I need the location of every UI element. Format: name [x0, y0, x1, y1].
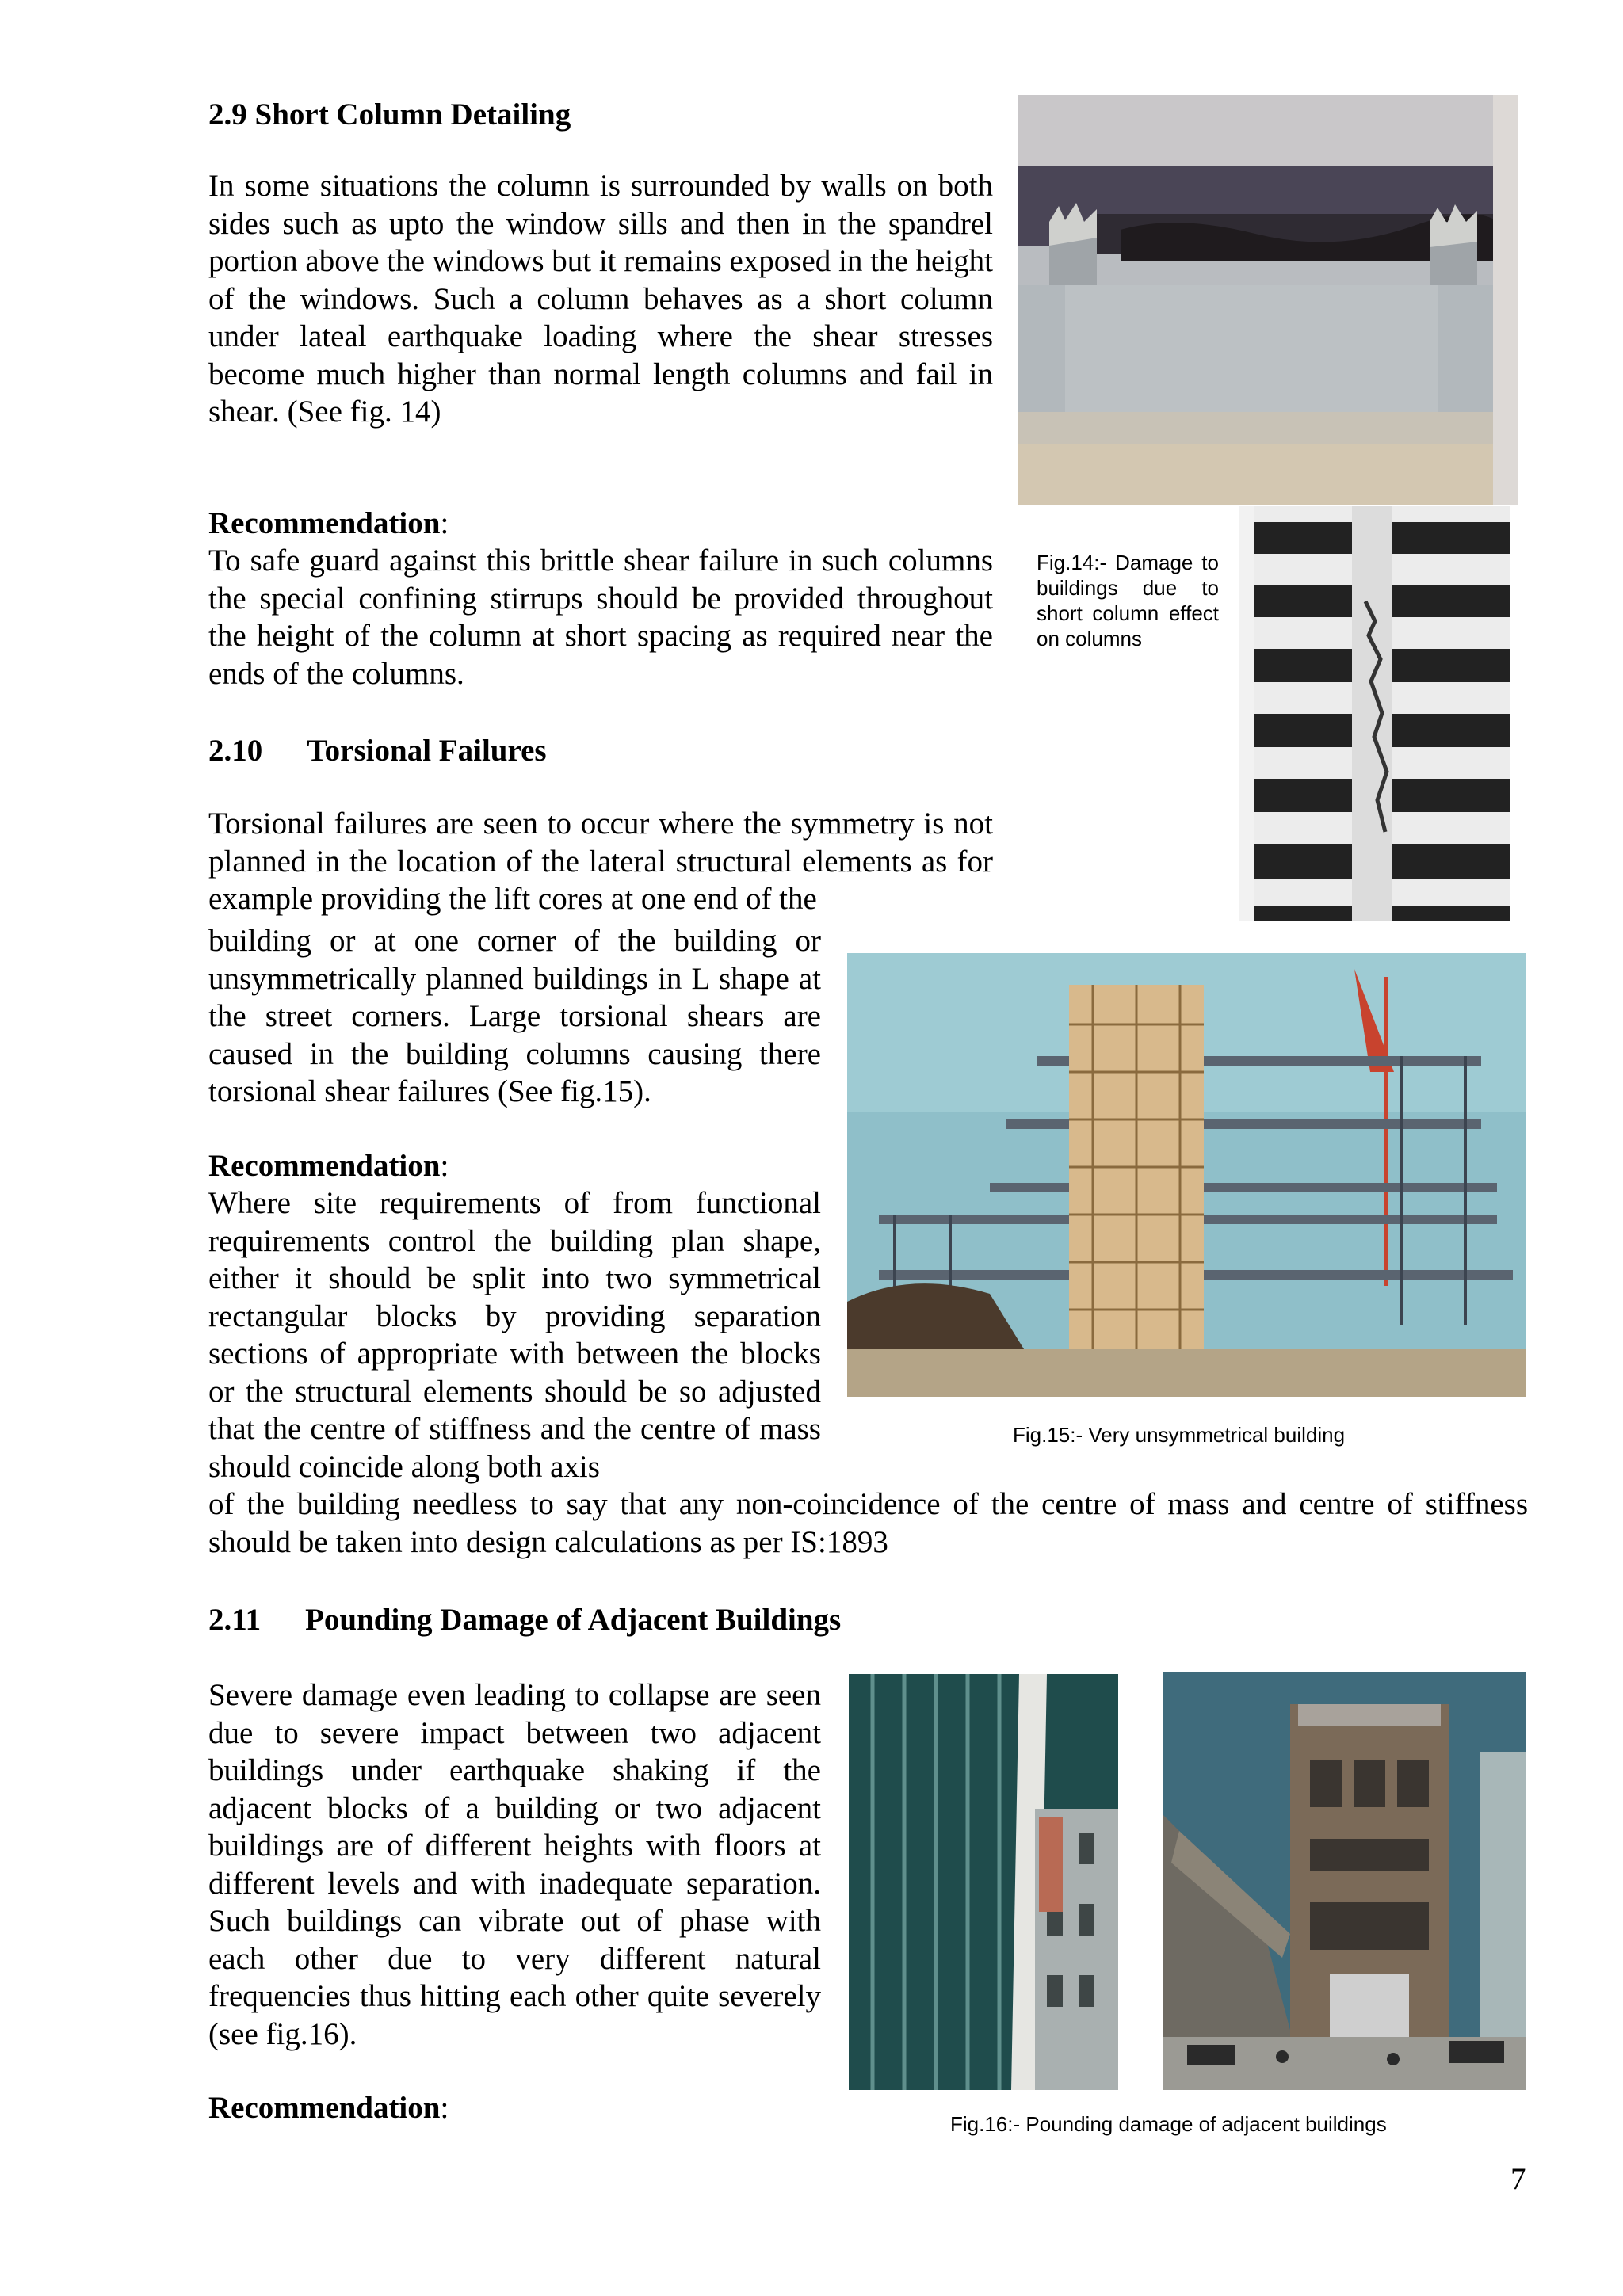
- recommendation-body-2-10-narrow: Where site requirements of from functional requirements control the building plan shape, either it should be split into two symmetrical rectangular blocks by providing separation sections of appropriate with between the blocks or the structural elements should be so adjusted that the centre of stiffness and the centre of mass should coincide along both axis: [208, 1186, 821, 1484]
- fig16-caption: Fig.16:- Pounding damage of adjacent buildings: [950, 2112, 1387, 2136]
- section-heading-2-10: 2.10 Torsional Failures: [208, 734, 547, 768]
- recommendation-label-2-11: Recommendation:: [208, 2091, 449, 2125]
- section-2-10-body-wide: Torsional failures are seen to occur where the symmetry is not planned in the location of the lateral structural elements as for example providing the lift cores at one end of the: [208, 807, 993, 916]
- fig16-left-drawing: [849, 1674, 1118, 2090]
- fig16-right-drawing: [1163, 1672, 1526, 2090]
- fig14-photo-short-column-damage: [1018, 95, 1518, 505]
- recommendation-label-2-10: Recommendation:: [208, 1149, 449, 1183]
- recommendation-label-2-9: Recommendation:: [208, 506, 449, 540]
- section-heading-2-9: 2.9 Short Column Detailing: [208, 97, 571, 132]
- fig15-photo-drawing: [847, 953, 1526, 1397]
- recommendation-body-2-10-wide: of the building needless to say that any non-coincidence of the centre of mass and centre of stiffness should be taken into design calculations as per IS:1893: [208, 1487, 1528, 1559]
- fig15-caption: Fig.15:- Very unsymmetrical building: [1013, 1423, 1346, 1447]
- page-number: 7: [1510, 2162, 1526, 2196]
- fig14-photo-drawing: [1018, 95, 1518, 505]
- fig14-caption: Fig.14:- Damage to buildings due to short column effect on columns: [1037, 551, 1219, 650]
- fig14-photo-cracked-facade: [1239, 506, 1510, 921]
- fig14-facade-drawing: [1239, 506, 1510, 921]
- section-2-10-body-narrow: building or at one corner of the building or unsymmetrically planned buildings in L shape at the street corners. Large torsional shears are caused in the building columns causing there torsional shear failures (See fig.15).: [208, 924, 821, 1108]
- section-heading-2-11: 2.11 Pounding Damage of Adjacent Buildings: [208, 1603, 842, 1637]
- fig16-photo-left-adjacent-buildings: [849, 1674, 1118, 2090]
- section-2-9-body: In some situations the column is surrounded by walls on both sides such as upto the window sills and then in the spandrel portion above the windows but it remains exposed in the height of the windows. Such a column behaves as a short column under lateal earthquake loading where the shear stresses become much higher than normal length columns and fail in shear. (See fig. 14): [208, 169, 993, 429]
- section-2-11-body: Severe damage even leading to collapse are seen due to severe impact between two adjacent buildings under earthquake shaking if the adjacent blocks of a building or two adjacent buildings are of different heights with floors at different levels and with inadequate separation. Such buildings can vibrate out of phase with each other due to very different natural frequencies thus hitting each other quite severely (see fig.16).: [208, 1678, 821, 2051]
- fig16-photo-right-collapsed-buildings: [1163, 1672, 1526, 2090]
- recommendation-body-2-9: To safe guard against this brittle shear failure in such columns the special confining stirrups should be provided throughout the height of the column at short spacing as required near the ends of the columns.: [208, 543, 993, 691]
- fig15-photo-unsymmetrical-building: [847, 953, 1526, 1397]
